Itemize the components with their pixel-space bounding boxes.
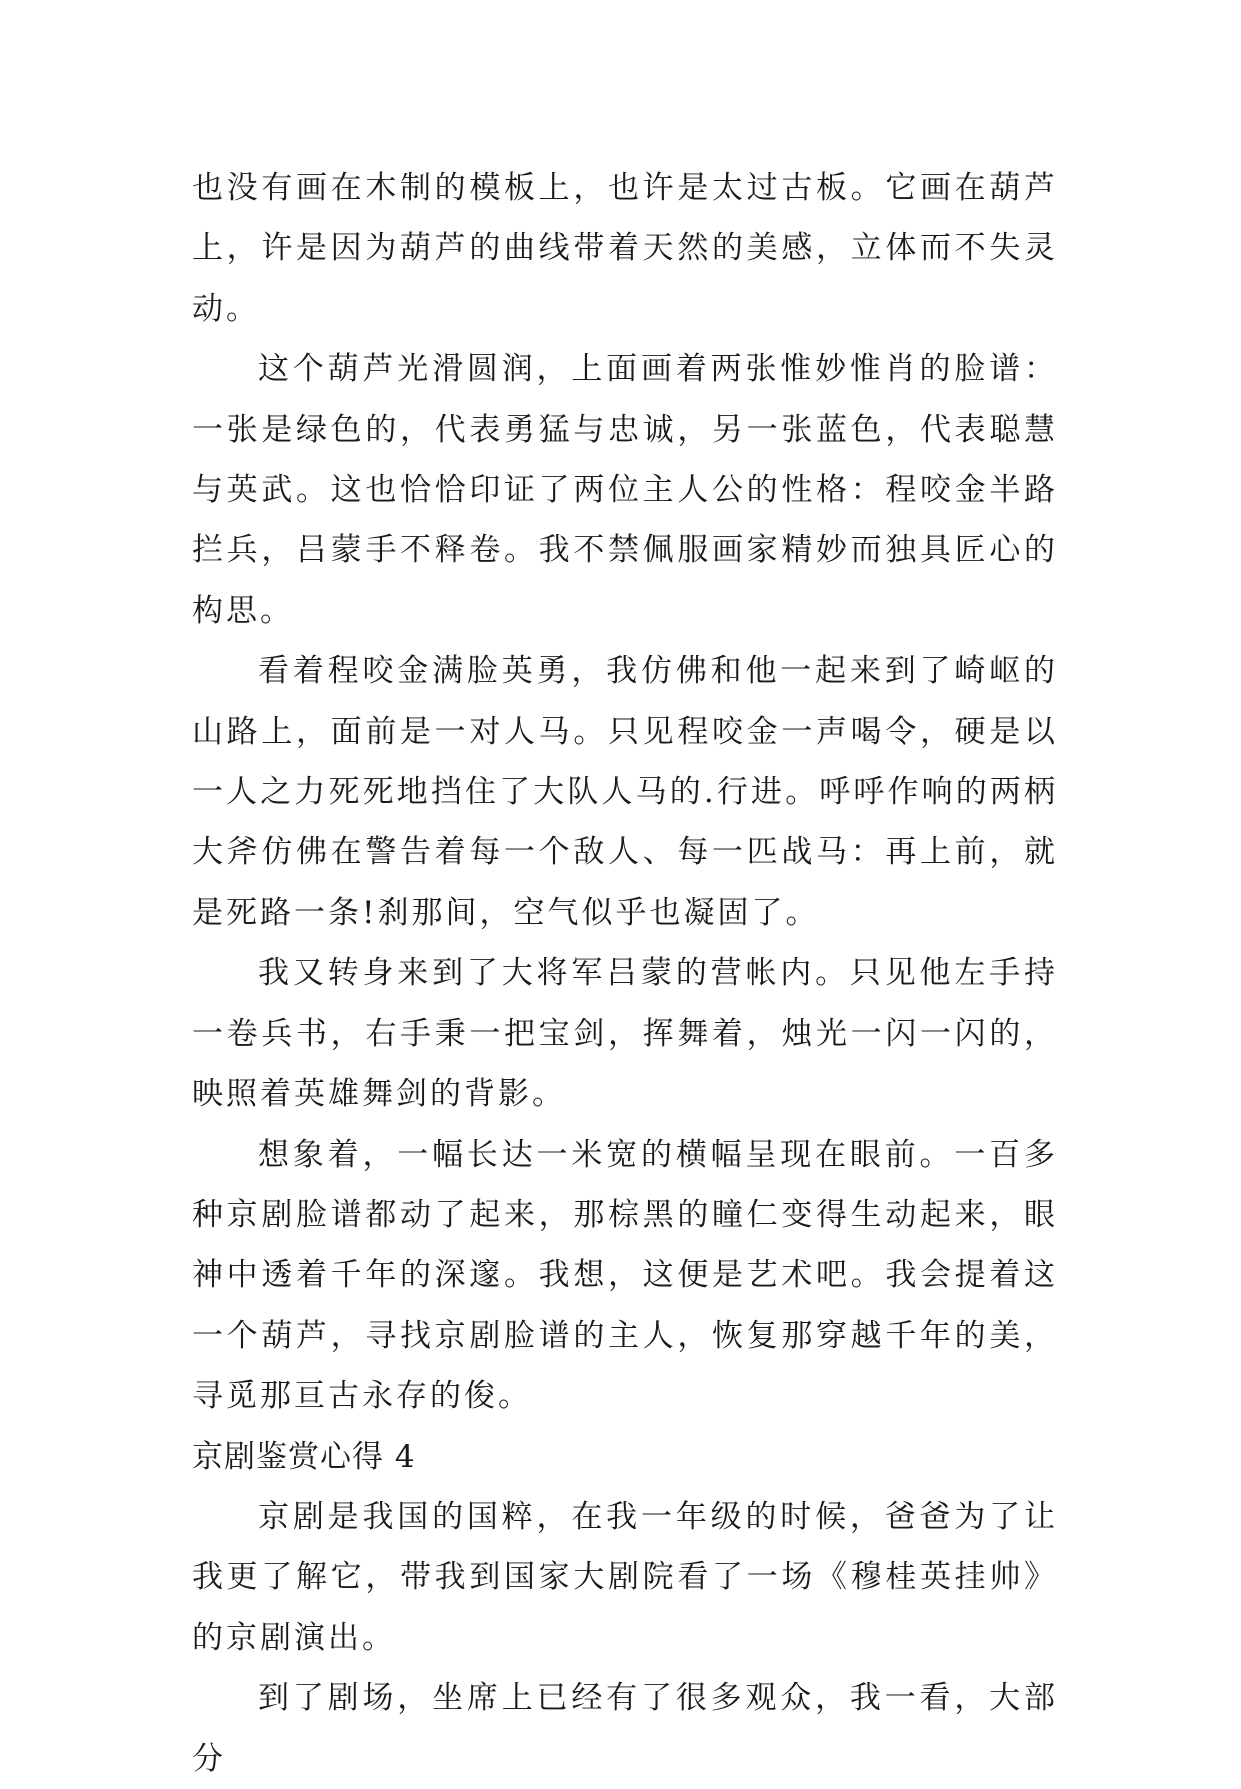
paragraph: 京剧是我国的国粹，在我一年级的时候，爸爸为了让我更了解它，带我到国家大剧院看了一场《穆桂英挂帅》的京剧演出。 [192, 1498, 1058, 1656]
paragraph: 我又转身来到了大将军吕蒙的营帐内。只见他左手持一卷兵书，右手秉一把宝剑，挥舞着，烛光一闪一闪的，映照着英雄舞剑的背影。 [192, 955, 1058, 1113]
paragraph: 看着程咬金满脸英勇，我仿佛和他一起来到了崎岖的山路上，面前是一对人马。只见程咬金一声喝令，硬是以一人之力死死地挡住了大队人马的.行进。呼呼作响的两柄大斧仿佛在警告着每一个敌人、每一匹战马：再上前，就是死路一条!刹那间，空气似乎也凝固了。 [192, 653, 1058, 931]
document-body [192, 158, 1058, 1789]
paragraph: 也没有画在木制的模板上，也许是太过古板。它画在葫芦上，许是因为葫芦的曲线带着天然的美感，立体而不失灵动。 [192, 170, 1058, 327]
paragraph: 想象着，一幅长达一米宽的横幅呈现在眼前。一百多种京剧脸谱都动了起来，那棕黑的瞳仁变得生动起来，眼神中透着千年的深邃。我想，这便是艺术吧。我会提着这一个葫芦，寻找京剧脸谱的主人，恢复那穿越千年的美，寻觅那亘古永存的俊。 [192, 1136, 1058, 1415]
paragraph: 这个葫芦光滑圆润，上面画着两张惟妙惟肖的脸谱：一张是绿色的，代表勇猛与忠诚，另一张蓝色，代表聪慧与英武。这也恰恰印证了两位主人公的性格：程咬金半路拦兵，吕蒙手不释卷。我不禁佩服画家精妙而独具匠心的构思。 [192, 351, 1058, 629]
section-heading: 京剧鉴赏心得 4 [192, 1438, 416, 1475]
paragraph: 到了剧场，坐席上已经有了很多观众，我一看，大部分 [192, 1680, 1058, 1777]
